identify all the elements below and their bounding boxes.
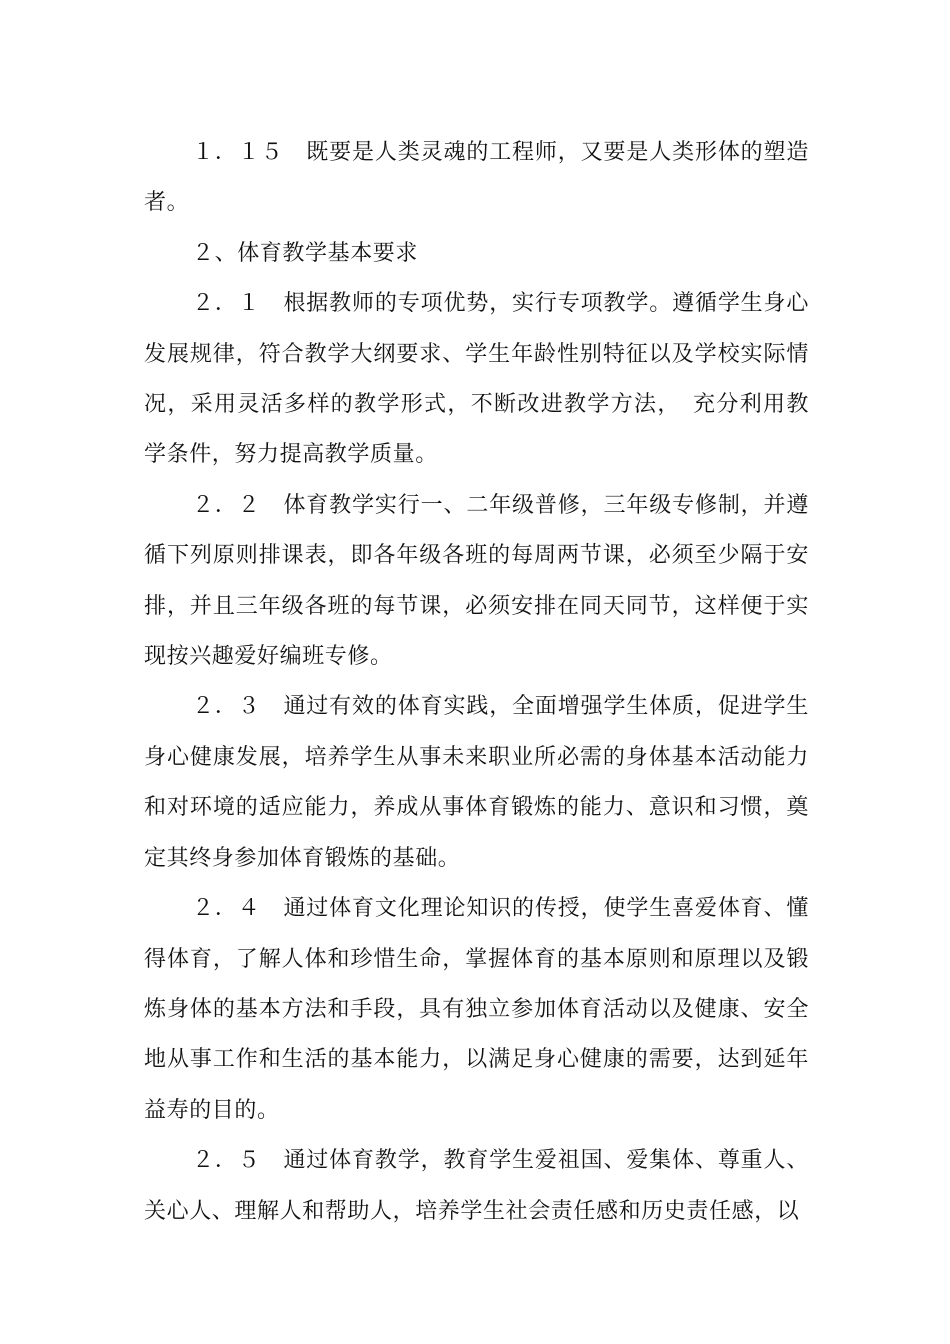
paragraph-2-4: ２．４ 通过体育文化理论知识的传授，使学生喜爱体育、懂得体育，了解人体和珍惜生命，掌握体育的基本原则和原理以及锻炼身体的基本方法和手段，具有独立参加体育活动以及健康、安全地从事工作和生活的基本能力，以满足身心健康的需要，达到延年益寿的目的。 bbox=[144, 896, 809, 1123]
paragraph-2-3: ２．３ 通过有效的体育实践，全面增强学生体质，促进学生身心健康发展，培养学生从事未来职业所必需的身体基本活动能力和对环境的适应能力，养成从事体育锻炼的能力、意识和习惯，奠定其终身参加体育锻炼的基础。 bbox=[144, 694, 809, 871]
paragraph-2-1: ２．１ 根据教师的专项优势，实行专项教学。遵循学生身心发展规律，符合教学大纲要求、学生年龄性别特征以及学校实际情况，采用灵活多样的教学形式，不断改进教学方法， 充分利用教学条件，努力提高教学质量。 bbox=[144, 291, 809, 468]
document-body bbox=[144, 128, 809, 1237]
section-heading-2: ２、体育教学基本要求 bbox=[192, 240, 419, 266]
paragraph-2-2: ２．２ 体育教学实行一、二年级普修，三年级专修制，并遵循下列原则排课表，即各年级各班的每周两节课，必须至少隔于安排，并且三年级各班的每节课，必须安排在同天同节，这样便于实现按兴趣爱好编班专修。 bbox=[144, 492, 809, 670]
paragraph-1-15: １．１５ 既要是人类灵魂的工程师，又要是人类形体的塑造者。 bbox=[144, 140, 809, 216]
paragraph-2-5: ２．５ 通过体育教学，教育学生爱祖国、爱集体、尊重人、关心人、理解人和帮助人，培养学生社会责任感和历史责任感，以 bbox=[144, 1148, 809, 1224]
